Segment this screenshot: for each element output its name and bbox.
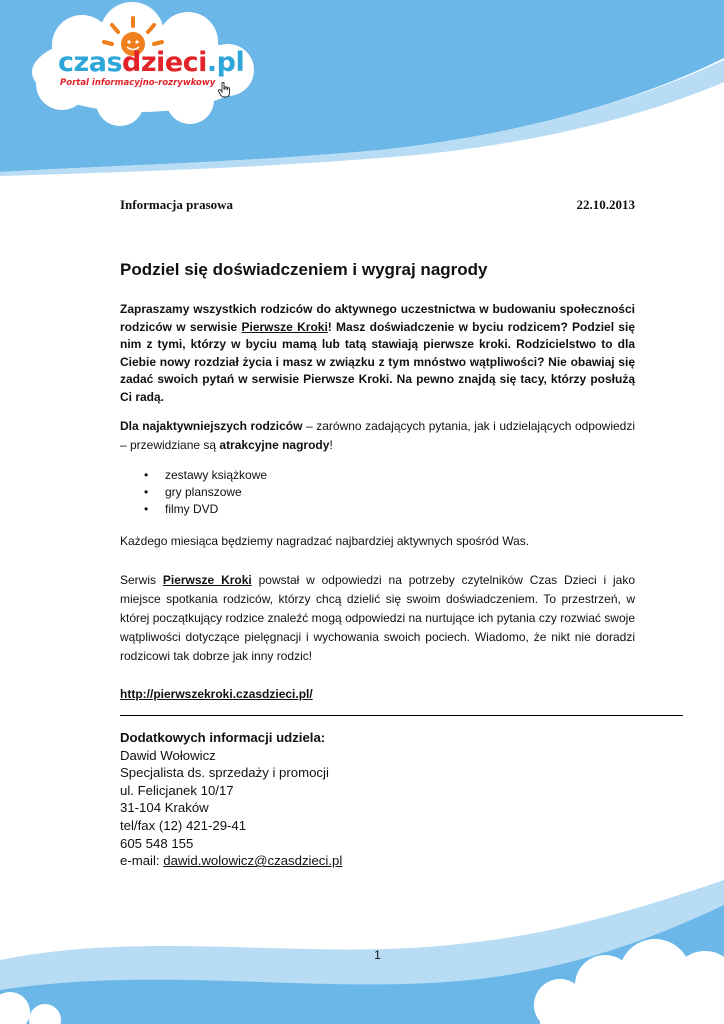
awards-bold-2: atrakcyjne nagrody (219, 438, 330, 452)
service-link-pierwsze-kroki[interactable]: Pierwsze Kroki (162, 573, 252, 587)
page-title: Podziel się doświadczeniem i wygraj nagrody (120, 260, 488, 279)
contact-heading: Dodatkowych informacji udziela: (120, 730, 326, 745)
bullet-icon: • (144, 468, 149, 482)
contact-name: Dawid Wołowicz (120, 747, 216, 763)
email-link[interactable]: dawid.wolowicz@czasdzieci.pl (163, 853, 343, 869)
contact-city: 31-104 Kraków (120, 800, 209, 816)
press-header (120, 197, 635, 213)
logo-tagline: Portal informacyjno-rozrywkowy (60, 78, 216, 88)
lead-link-pierwsze-kroki[interactable]: Pierwsze Kroki (241, 319, 328, 334)
divider (120, 715, 683, 716)
awards-text-2: ! (329, 438, 333, 452)
logo[interactable] (58, 48, 244, 89)
logo-pl: .pl (206, 47, 245, 78)
lead-text-1: Zapraszamy wszystkich rodziców do aktywnego uczestnictwa w budowaniu społeczności rodziców w serwisie (120, 302, 635, 334)
contact-street: ul. Felicjanek 10/17 (120, 782, 234, 798)
awards-text-1: – zarówno zadających pytania, jak i udzielających odpowiedzi – przewidziane są (120, 419, 636, 452)
monthly-paragraph: Każdego miesiąca będziemy nagradzać najbardziej aktywnych spośród Was. (120, 534, 530, 548)
press-date: 22.10.2013 (576, 197, 635, 212)
service-text-1: Serwis (120, 573, 163, 587)
hand-cursor-icon (218, 82, 232, 98)
service-paragraph (120, 571, 635, 666)
prizes-list (120, 467, 267, 518)
list-item (144, 484, 267, 501)
awards-paragraph (120, 417, 635, 455)
service-url-link[interactable]: http://pierwszekroki.czasdzieci.pl/ (120, 687, 313, 701)
press-release-label: Informacja prasowa (120, 197, 234, 212)
logo-dzieci: dzieci (122, 47, 207, 78)
bullet-icon: • (144, 485, 149, 499)
contact-block (120, 729, 342, 870)
bullet-icon: • (144, 502, 149, 516)
service-text-2: powstał w odpowiedzi na potrzeby czytelników Czas Dzieci i jako miejsce spotkania rodziców, którzy chcą dzielić się swoim doświadczeniem. To przestrzeń, w której początkujący rodzice znaleźć mogą odpowiedzi na nurtujące ich pytania czy rozwiać swoje wątpliwości dotyczące pielęgnacji i wychowania swoich pociech. Wiadomo, że nikt nie doradzi rodzicowi tak dobrze jak inny rodzic! (120, 573, 636, 663)
contact-email-line (120, 852, 342, 870)
lead-text-2: ! Masz doświadczenie w byciu rodzicem? Podziel się nim z tymi, którzy w byciu mamą lub tatą stawiają pierwsze kroki. Rodzicielstwo to dla Ciebie nowy rozdział życia i masz w związku z tym mnóstwo wątpliwości? Nie obawiaj się zadać swoich pytań w serwisie Pierwsze Kroki. Na pewno znajdą się tacy, którzy posłużą Ci radą. (120, 319, 635, 404)
logo-wordmark (58, 48, 244, 78)
page-number: 1 (374, 948, 381, 962)
logo-czas: czas (58, 47, 123, 78)
contact-mobile: 605 548 155 (120, 835, 194, 851)
list-item (144, 467, 268, 484)
awards-bold-1: Dla najaktywniejszych rodziców (120, 419, 303, 433)
list-item (144, 501, 267, 518)
contact-phone: tel/fax (12) 421-29-41 (120, 817, 247, 833)
prize-label: gry planszowe (165, 485, 242, 499)
prize-label: zestawy książkowe (165, 468, 268, 482)
prize-label: filmy DVD (165, 502, 219, 516)
email-label: e-mail: (120, 853, 164, 869)
lead-paragraph (120, 301, 635, 407)
contact-role: Specjalista ds. sprzedaży i promocji (120, 765, 329, 781)
